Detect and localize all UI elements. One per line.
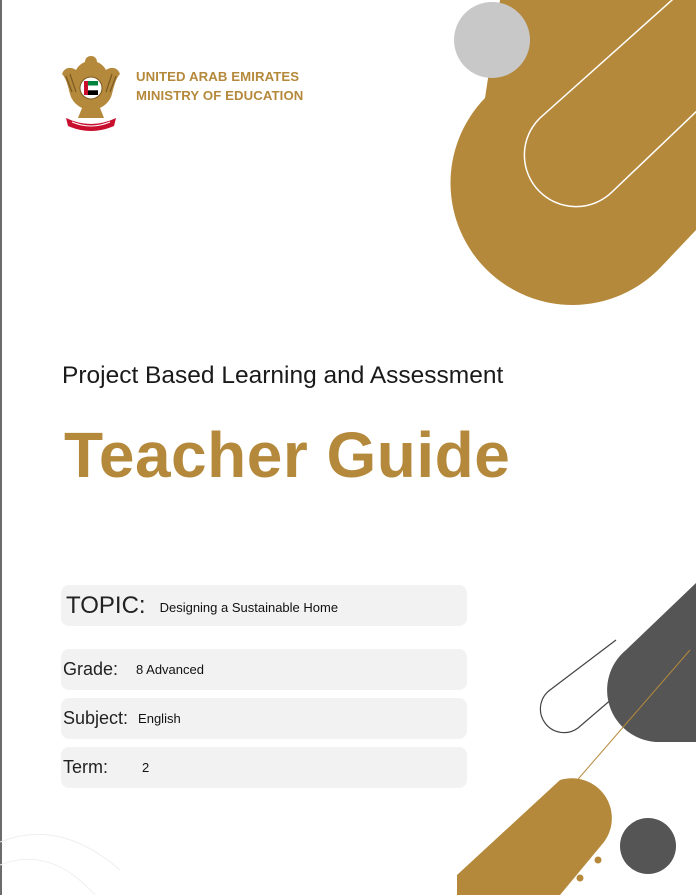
document-title: Teacher Guide <box>64 419 511 491</box>
grade-label: Grade: <box>63 659 119 679</box>
faint-arcs <box>0 834 120 870</box>
subject-field <box>61 698 467 739</box>
term-field <box>61 747 467 788</box>
term-label: Term: <box>63 757 108 777</box>
term-value: 2 <box>142 760 150 775</box>
ministry-name <box>136 67 303 105</box>
grade-value: 8 Advanced <box>136 662 204 677</box>
ministry-line-1: UNITED ARAB EMIRATES <box>136 69 300 84</box>
uae-eagle-emblem-icon <box>60 52 122 132</box>
ministry-line-2: MINISTRY OF EDUCATION <box>136 88 304 103</box>
gold-bottom-pill <box>457 778 612 895</box>
dark-pill-shape <box>607 583 696 742</box>
subject-label: Subject: <box>63 708 129 728</box>
topic-field <box>61 585 467 626</box>
gold-dot-1 <box>595 857 602 864</box>
dark-circle <box>620 818 676 874</box>
subject-value: English <box>138 711 181 726</box>
grade-field <box>61 649 467 690</box>
topic-value: Designing a Sustainable Home <box>159 600 339 615</box>
topic-label: TOPIC: <box>66 591 146 619</box>
gold-dot-2 <box>577 875 584 882</box>
document-subtitle: Project Based Learning and Assessment <box>62 362 504 389</box>
